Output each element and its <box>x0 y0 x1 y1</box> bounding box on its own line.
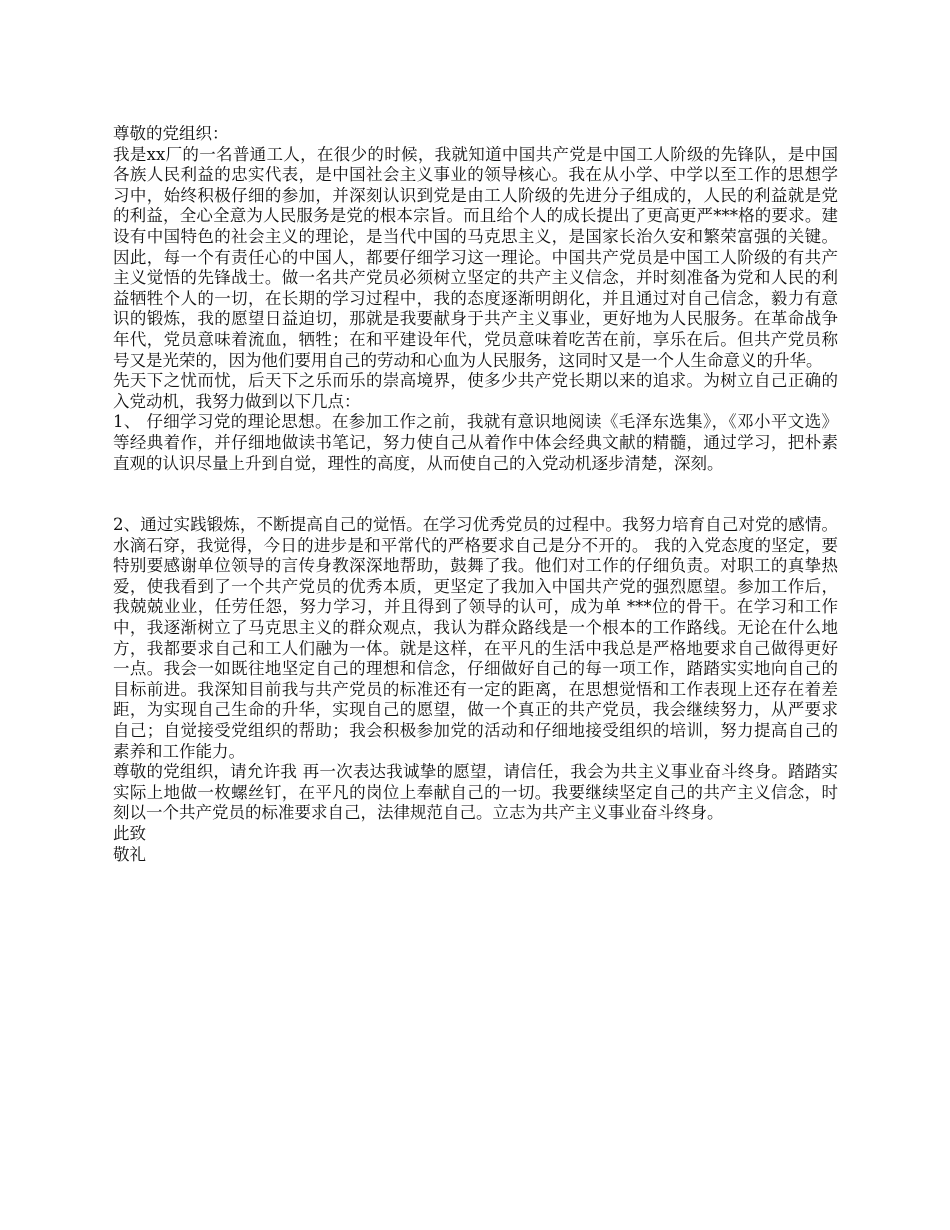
closing-cizhi: 此致 <box>113 824 146 843</box>
closing-jingli: 敬礼 <box>113 844 146 864</box>
paragraph-gap <box>113 474 838 515</box>
paragraph-point-2: 2、通过实践锻炼，不断提高自己的觉悟。在学习优秀党员的过程中。我努力培育自己对党的感情。水滴石穿，我觉得，今日的进步是和平常代的严格要求自己是分不开的。 我的入党态度的坚定，要特别要感谢单位领导的言传身教深深地帮助，鼓舞了我。他们对工作的仔细负责。对职工的真挚热爱，使我看到了一个共产党员的优秀本质，更坚定了我加入中国共产党的强烈愿望。参加工作后，我兢兢业业，任劳任怨，努力学习，并且得到了领导的认可，成为单 ***位的骨干。在学习和工作中，我逐渐树立了马克思主义的群众观点，我认为群众路线是一个根本的工作路线。无论在什么地方，我都要求自己和工人们融为一体。就是这样，在平凡的生活中我总是严格地要求自己做得更好一点。我会一如既往地坚定自己的理想和信念，仔细做好自己的每一项工作，踏踏实实地向自己的目标前进。我深知目前我与共产党员的标准还有一定的距离，在思想觉悟和工作表现上还存在着差距，为实现自己生命的升华，实现自己的愿望，做一个真正的共产党员，我会继续努力，从严要求自己；自觉接受党组织的帮助；我会积极参加党的活动和仔细地接受组织的培训，努力提高自己的素养和工作能力。 <box>113 515 838 761</box>
paragraph-intro: 我是xx厂的一名普通工人，在很少的时候，我就知道中国共产党是中国工人阶级的先锋队，是中国各族人民利益的忠实代表，是中国社会主义事业的领导核心。我在从小学、中学以至工作的思想学习中，始终积极仔细的参加，并深刻认识到党是由工人阶级的先进分子组成的，人民的利益就是党的利益，全心全意为人民服务是党的根本宗旨。而且给个人的成长提出了更高更严***格的要求。建设有中国特色的社会主义的理论，是当代中国的马克思主义，是国家长治久安和繁荣富强的关键。因此，每一个有责任心的中国人，都要仔细学习这一理论。中国共产党员是中国工人阶级的有共产主义觉悟的先锋战士。做一名共产党员必须树立坚定的共产主义信念，并时刻准备为党和人民的利益牺牲个人的一切，在长期的学习过程中，我的态度逐渐明朗化，并且通过对自己信念，毅力有意识的锻炼，我的愿望日益迫切，那就是我要献身于共产主义事业，更好地为人民服务。在革命战争年代，党员意味着流血，牺牲；在和平建设年代，党员意味着吃苦在前，享乐在后。但共产党员称号又是光荣的，因为他们要用自己的劳动和心血为人民服务，这同时又是一个人生命意义的升华。 <box>113 144 838 370</box>
letter-body <box>113 124 838 865</box>
salutation: 尊敬的党组织： <box>113 124 229 143</box>
paragraph-point-1: 1、 仔细学习党的理论思想。在参加工作之前，我就有意识地阅读《毛泽东选集》，《邓小平文选》等经典着作，并仔细地做读书笔记，努力使自己从着作中体会经典文献的精髓，通过学习，把朴素直观的认识尽量上升到自觉，理性的高度，从而使自己的入党动机逐步清楚，深刻。 <box>113 412 838 473</box>
paragraph-conclusion: 尊敬的党组织，请允许我 再一次表达我诚挚的愿望，请信任，我会为共主义事业奋斗终身。踏踏实实际上地做一枚螺丝钉，在平凡的岗位上奉献自己的一切。我要继续坚定自己的共产主义信念，时刻以一个共产党员的标准要求自己，法律规范自己。立志为共产主义事业奋斗终身。 <box>113 762 838 823</box>
paragraph-motivation: 先天下之忧而忧，后天下之乐而乐的崇高境界，使多少共产党长期以来的追求。为树立自己正确的入党动机，我努力做到以下几点： <box>113 371 838 411</box>
